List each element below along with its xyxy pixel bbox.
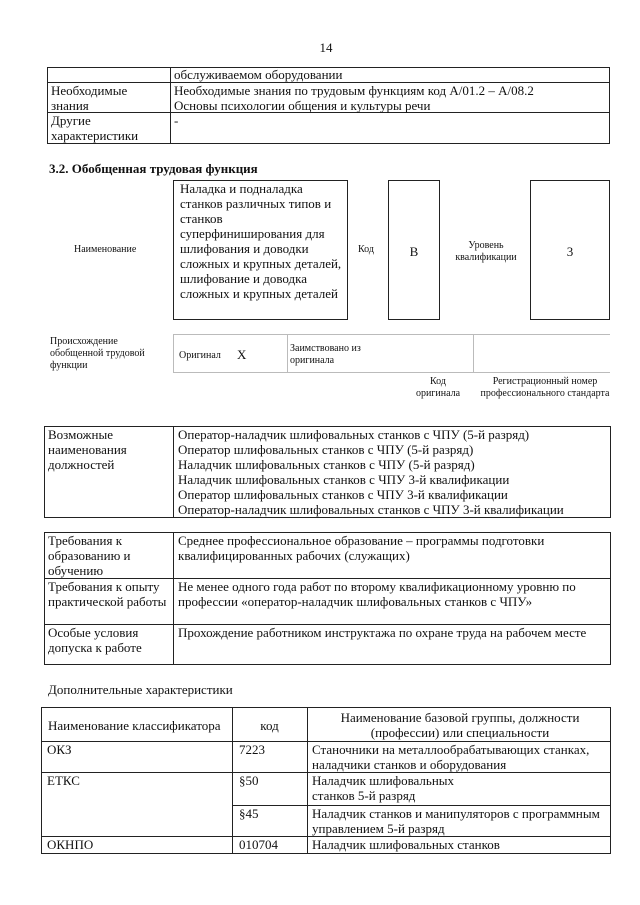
header-group-name: Наименование базовой группы, должности (профессии) или специальности xyxy=(340,710,580,740)
knowledge-label: Необходимые знания xyxy=(51,83,128,113)
origin-label: Происхождение обобщенной трудовой функции xyxy=(50,336,145,371)
continuation-text: обслуживаемом оборудовании xyxy=(174,67,343,82)
original-mark: X xyxy=(237,347,247,362)
position-item: Оператор-наладчик шлифовальных станков с ЧПУ (5-й разряд) xyxy=(178,427,530,442)
code-cell: 7223 xyxy=(239,742,265,757)
borrowed-label: Заимствовано из оригинала xyxy=(290,343,361,366)
code-value: B xyxy=(409,244,419,259)
header-code: код xyxy=(260,718,279,733)
position-item: Наладчик шлифовальных станков с ЧПУ 3-й квалификации xyxy=(178,472,510,487)
positions-label: Возможные наименования должностей xyxy=(48,427,127,472)
classifier-cell: ОКНПО xyxy=(47,837,94,852)
position-item: Оператор шлифовальных станков с ЧПУ (5-й разряд) xyxy=(178,442,474,457)
position-item: Наладчик шлифовальных станков с ЧПУ (5-й разряд) xyxy=(178,457,475,472)
level-label: Уровень квалификации xyxy=(455,240,517,263)
code-cell: §50 xyxy=(239,773,259,788)
special-conditions-label: Особые условия допуска к работе xyxy=(48,625,142,655)
section-heading: 3.2. Обобщенная трудовая функция xyxy=(49,161,258,176)
additional-title: Дополнительные характеристики xyxy=(48,682,233,697)
registration-number-caption: Регистрационный номер профессионального стандарта xyxy=(480,376,610,399)
code-label: Код xyxy=(358,244,374,255)
name-label: Наименование xyxy=(74,244,137,255)
position-item: Оператор-наладчик шлифовальных станков с ЧПУ 3-й квалификации xyxy=(178,502,564,517)
knowledge-line-2: Основы психологии общения и культуры речи xyxy=(174,98,431,113)
group-name-cell: Станочники на металлообрабатывающих станках, наладчики станков и оборудования xyxy=(312,742,590,772)
group-name-cell: Наладчик шлифовальных станков 5-й разряд xyxy=(312,773,455,803)
code-cell: 010704 xyxy=(239,837,278,852)
experience-value: Не менее одного года работ по второму квалификационному уровню по профессии «оператор-наладчик шлифовальных станков с ЧПУ» xyxy=(178,579,576,609)
classifier-cell: ОКЗ xyxy=(47,742,72,757)
group-name-cell: Наладчик шлифовальных станков xyxy=(312,837,500,852)
header-classifier: Наименование классификатора xyxy=(48,718,221,733)
education-value: Среднее профессиональное образование – программы подготовки квалифицированных рабочих (служащих) xyxy=(178,533,545,563)
education-label: Требования к образованию и обучению xyxy=(48,533,131,578)
code-cell: §45 xyxy=(239,806,259,821)
level-value: 3 xyxy=(566,244,574,259)
position-item: Оператор шлифовальных станков с ЧПУ 3-й квалификации xyxy=(178,487,508,502)
group-name-cell: Наладчик станков и манипуляторов с программным управлением 5-й разряд xyxy=(312,806,600,836)
special-conditions-value: Прохождение работником инструктажа по охране труда на рабочем месте xyxy=(178,625,587,640)
page-number: 14 xyxy=(319,40,333,55)
function-name-value: Наладка и подналадка станков различных типов и станков суперфиниширования для шлифования и доводки сложных и крупных деталей, шлифование и доводка сложных и крупных деталей xyxy=(180,181,342,301)
experience-label: Требования к опыту практической работы xyxy=(48,579,167,609)
other-characteristics-value: - xyxy=(174,113,179,128)
other-characteristics-label: Другие характеристики xyxy=(51,113,139,143)
knowledge-line-1: Необходимые знания по трудовым функциям код А/01.2 – А/08.2 xyxy=(174,83,534,98)
code-of-original-caption: Код оригинала xyxy=(415,376,461,399)
original-label: Оригинал xyxy=(179,350,221,361)
classifier-cell: ЕТКС xyxy=(47,773,80,788)
